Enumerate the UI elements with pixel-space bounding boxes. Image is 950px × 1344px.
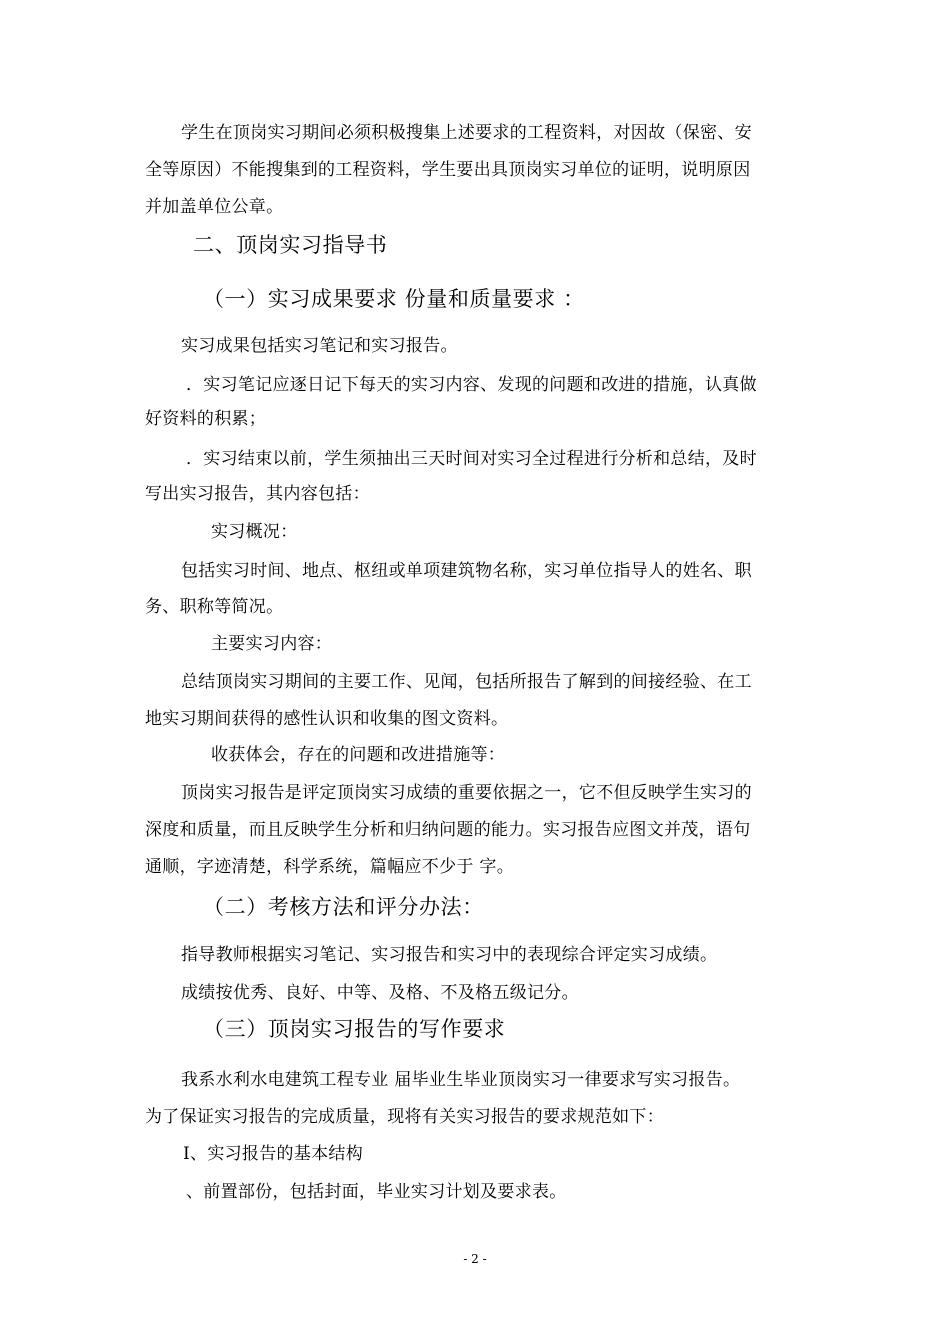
paragraph-line: 指导教师根据实习笔记、实习报告和实习中的表现综合评定实习成绩。 <box>181 945 718 965</box>
paragraph-line: 实习成果包括实习笔记和实习报告。 <box>181 336 458 356</box>
paragraph-line: 深度和质量，而且反映学生分析和归纳问题的能力。实习报告应图文并茂，语句 <box>145 820 751 840</box>
item-label: 实习概况： <box>211 522 298 542</box>
paragraph-line: 学生在顶岗实习期间必须积极搜集上述要求的工程资料，对因故（保密、安 <box>181 123 752 143</box>
subsection-heading: （一）实习成果要求 份量和质量要求 ： <box>203 287 585 311</box>
item-label: 主要实习内容： <box>211 634 333 654</box>
list-item-line: ．实习结束以前，学生须抽出三天时间对实习全过程进行分析和总结，及时 <box>186 449 757 469</box>
paragraph-line: 务、职称等简况。 <box>145 597 284 617</box>
paragraph-line: 地实习期间获得的感性认识和收集的图文资料。 <box>145 709 509 729</box>
paragraph-line: 写出实习报告，其内容包括： <box>145 484 370 504</box>
section-heading: 二、顶岗实习指导书 <box>193 233 388 257</box>
paragraph-line: 好资料的积累； <box>145 409 267 429</box>
paragraph-line: 并加盖单位公章。 <box>145 197 284 217</box>
page-number: - 2 - <box>463 1252 487 1266</box>
paragraph-line: 成绩按优秀、良好、中等、及格、不及格五级记分。 <box>181 983 579 1003</box>
list-item-line: ．实习笔记应逐日记下每天的实习内容、发现的问题和改进的措施，认真做 <box>186 375 757 395</box>
paragraph-line: 包括实习时间、地点、枢纽或单项建筑物名称，实习单位指导人的姓名、职 <box>181 561 752 581</box>
paragraph-line: 全等原因）不能搜集到的工程资料，学生要出具顶岗实习单位的证明，说明原因 <box>145 160 751 180</box>
paragraph-line: 顶岗实习报告是评定顶岗实习成绩的重要依据之一，它不但反映学生实习的 <box>181 783 752 803</box>
paragraph-line: 我系水利水电建筑工程专业 届毕业生毕业顶岗实习一律要求写实习报告。 <box>181 1070 741 1090</box>
subsection-heading: （二）考核方法和评分办法： <box>203 895 484 919</box>
list-item-line: 、前置部份，包括封面，毕业实习计划及要求表。 <box>186 1182 567 1202</box>
structure-heading: Ⅰ、实习报告的基本结构 <box>183 1144 364 1164</box>
paragraph-line: 为了保证实习报告的完成质量，现将有关实习报告的要求规范如下： <box>145 1107 664 1127</box>
subsection-heading: （三）顶岗实习报告的写作要求 <box>203 1017 506 1041</box>
paragraph-line: 总结顶岗实习期间的主要工作、见闻，包括所报告了解到的间接经验、在工 <box>181 672 752 692</box>
item-label: 收获体会，存在的问题和改进措施等： <box>211 745 506 765</box>
paragraph-line: 通顺，字迹清楚，科学系统，篇幅应不少于 字。 <box>145 857 515 877</box>
